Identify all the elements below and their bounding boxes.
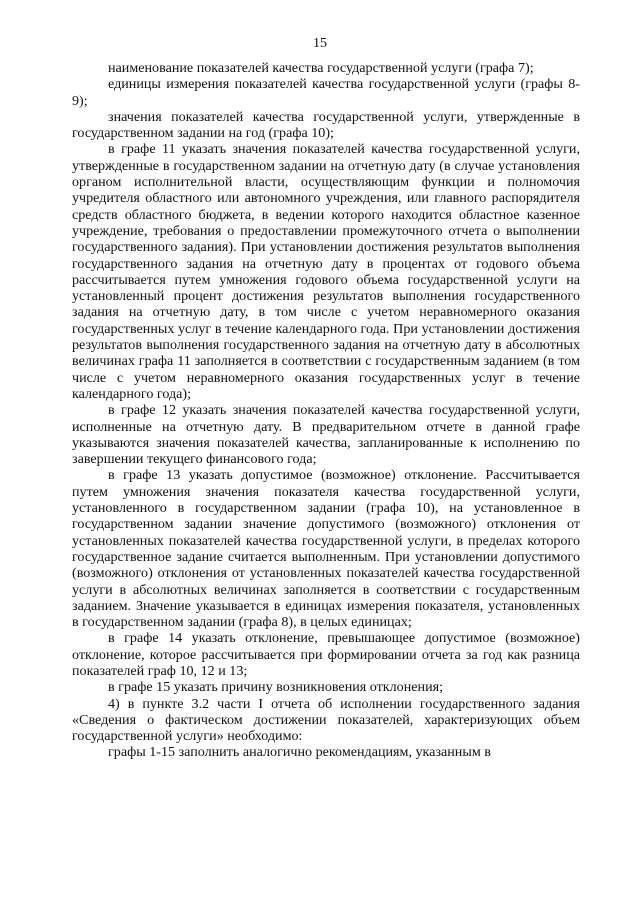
paragraph-column-15: в графе 15 указать причину возникновения отклонения; (108, 679, 444, 696)
paragraph-item-4: 4) в пункте 3.2 части I отчета об исполнении государственного задания «Сведения о фактическом достижении показателей, характеризующих объем государственной услуги» необходимо: (72, 695, 580, 745)
paragraph-column-12: в графе 12 указать значения показателей качества государственной услуги, исполненные на отчетную дату. В предварительном отчете в данной графе указываются значения показателей качества, запланированные к исполнению по завершении текущего финансового года; (72, 402, 580, 468)
paragraph-columns-1-15: графы 1-15 заполнить аналогично рекомендациям, указанным в (108, 744, 491, 761)
paragraph-columns-8-9: единицы измерения показателей качества государственной услуги (графы 8-9); (72, 76, 580, 109)
paragraph-column-10: значения показателей качества государственной услуги, утвержденные в государственном задании на год (графа 10); (72, 108, 580, 142)
paragraph-column-14: в графе 14 указать отклонение, превышающее допустимое (возможное) отклонение, которое рассчитывается при формировании отчета за год как разница показателей граф 10, 12 и 13; (72, 630, 580, 679)
document-body (72, 60, 580, 761)
paragraph-column-11: в графе 11 указать значения показателей качества государственной услуги, утвержденные в государственном задании на отчетную дату (в случае установления органом исполнительной власти, осуществляющим функции и полномочия учредителя областного или автономного учреждения, или главного распорядителя средств областного бюджета, в ведении которого находится областное казенное учреждение, требования о предоставлении промежуточного отчета о выполнении государственного задания). При установлении достижения результатов выполнения государственного задания на отчетную дату в процентах от годового объема рассчитывается путем умножения годового объема государственной услуги на установленный процент достижения результатов выполнения государственного задания на отчетную дату, в том числе с учетом неравномерного оказания государственных услуг в течение календарного года. При установлении достижения результатов выполнения государственного задания на отчетную дату в абсолютных величинах графа 11 заполняется в соответствии с государственным заданием (в том числе с учетом неравномерного оказания государственных услуг в течение календарного года); (72, 141, 580, 402)
paragraph-column-7: наименование показателей качества государственной услуги (графа 7); (108, 60, 534, 76)
page-number: 15 (313, 36, 327, 51)
paragraph-column-13: в графе 13 указать допустимое (возможное) отклонение. Рассчитывается путем умножения значения показателя качества государственной услуги, установленного в государственном задании (графа 10), на установленное в государственном задании значение допустимого (возможного) отклонения от установленных показателей качества государственной услуги, в пределах которого государственное задание считается выполненным. При установлении допустимого (возможного) отклонения от установленных показателей качества государственной услуги в абсолютных величинах заполняется в соответствии с государственным заданием. Значение указывается в единицах измерения показателя, установленных в государственном задании (графа 8), в целых единицах; (72, 467, 580, 631)
